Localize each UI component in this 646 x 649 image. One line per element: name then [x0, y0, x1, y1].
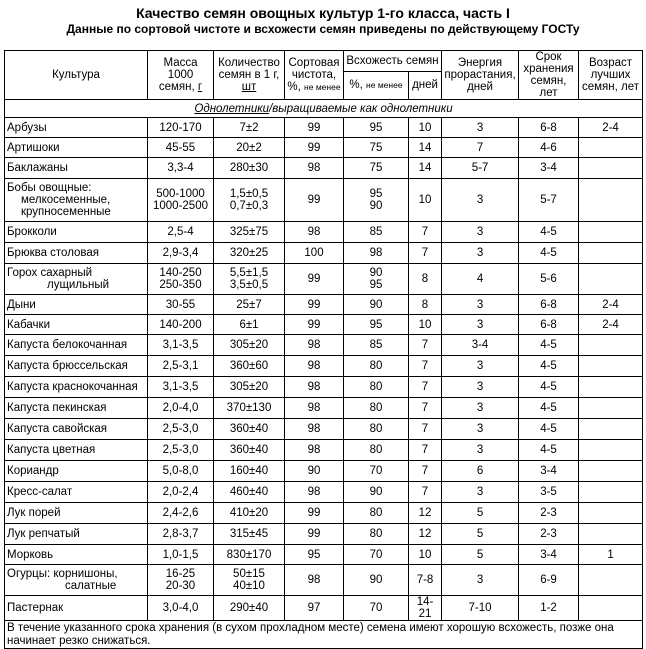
purity-cell: 98: [285, 398, 344, 419]
days-cell: 7: [409, 419, 442, 440]
purity-cell: 99: [285, 315, 344, 335]
energy-cell: 3: [442, 222, 519, 243]
storage-cell: 6-8: [519, 315, 579, 335]
count-cell: 305±20: [214, 377, 285, 398]
purity-cell: 95: [285, 545, 344, 565]
days-cell: 10: [409, 315, 442, 335]
age-cell: [579, 565, 643, 596]
germination-cell: 85: [344, 222, 409, 243]
germination-cell: 85: [344, 335, 409, 356]
section-annuals: Однолетники/выращиваемые как однолетники: [5, 100, 643, 118]
days-cell: 7: [409, 377, 442, 398]
mass-cell: 2,5-3,0: [148, 419, 214, 440]
days-cell: 7: [409, 440, 442, 461]
table-row: [5, 118, 643, 138]
table-row: [5, 264, 643, 295]
storage-cell: 4-5: [519, 335, 579, 356]
storage-cell: 6-8: [519, 295, 579, 315]
table-row: [5, 243, 643, 264]
energy-cell: 3: [442, 377, 519, 398]
mass-cell: 16-25 20-30: [148, 565, 214, 596]
count-cell: 410±20: [214, 503, 285, 524]
header-energy: Энергия прорастания, дней: [442, 51, 519, 100]
purity-cell: 99: [285, 179, 344, 222]
energy-cell: 3: [442, 419, 519, 440]
table-row: [5, 565, 643, 596]
count-cell: 360±40: [214, 440, 285, 461]
days-cell: 7: [409, 461, 442, 482]
germination-cell: 80: [344, 419, 409, 440]
count-cell: 5,5±1,5 3,5±0,5: [214, 264, 285, 295]
mass-cell: 5,0-8,0: [148, 461, 214, 482]
days-cell: 7: [409, 243, 442, 264]
germination-cell: 70: [344, 461, 409, 482]
purity-cell: 98: [285, 158, 344, 179]
purity-cell: 99: [285, 138, 344, 158]
count-cell: 50±15 40±10: [214, 565, 285, 596]
table-row: [5, 179, 643, 222]
days-cell: 14: [409, 158, 442, 179]
energy-cell: 5: [442, 503, 519, 524]
days-cell: 7: [409, 482, 442, 503]
storage-cell: 3-4: [519, 545, 579, 565]
germination-cell: 90: [344, 565, 409, 596]
header-culture: Культура: [5, 51, 148, 100]
germination-cell: 75: [344, 158, 409, 179]
mass-cell: 45-55: [148, 138, 214, 158]
germination-cell: 80: [344, 524, 409, 545]
germination-cell: 90 95: [344, 264, 409, 295]
page-subtitle: Данные по сортовой чистоте и всхожести семян приведены по действующему ГОСТу: [66, 22, 580, 36]
table-row: [5, 222, 643, 243]
mass-cell: 140-250 250-350: [148, 264, 214, 295]
purity-cell: 98: [285, 222, 344, 243]
storage-cell: 4-5: [519, 440, 579, 461]
mass-cell: 3,3-4: [148, 158, 214, 179]
header-germination: Всхожесть семян: [344, 51, 442, 72]
table-row: [5, 377, 643, 398]
storage-cell: 3-4: [519, 461, 579, 482]
storage-cell: 4-5: [519, 419, 579, 440]
mass-cell: 2,8-3,7: [148, 524, 214, 545]
energy-cell: 3: [442, 243, 519, 264]
age-cell: [579, 419, 643, 440]
storage-cell: 6-8: [519, 118, 579, 138]
culture-cell: Горох сахарный лущильный: [5, 264, 148, 295]
age-cell: [579, 264, 643, 295]
mass-cell: 2,5-4: [148, 222, 214, 243]
count-cell: 360±40: [214, 419, 285, 440]
count-cell: 280±30: [214, 158, 285, 179]
purity-cell: 98: [285, 440, 344, 461]
germination-cell: 95: [344, 118, 409, 138]
storage-cell: 2-3: [519, 524, 579, 545]
count-cell: 6±1: [214, 315, 285, 335]
culture-cell: Капуста пекинская: [5, 398, 148, 419]
energy-cell: 3: [442, 565, 519, 596]
germination-cell: 70: [344, 545, 409, 565]
days-cell: 14: [409, 138, 442, 158]
mass-cell: 2,0-4,0: [148, 398, 214, 419]
table-row: [5, 419, 643, 440]
purity-cell: 99: [285, 524, 344, 545]
purity-cell: 98: [285, 419, 344, 440]
storage-cell: 2-3: [519, 503, 579, 524]
age-cell: [579, 138, 643, 158]
age-cell: 2-4: [579, 295, 643, 315]
age-cell: [579, 461, 643, 482]
days-cell: 7: [409, 398, 442, 419]
culture-cell: Лук репчатый: [5, 524, 148, 545]
storage-cell: 1-2: [519, 596, 579, 621]
age-cell: [579, 482, 643, 503]
header-age: Возраст лучших семян, лет: [579, 51, 643, 100]
table-row: [5, 158, 643, 179]
mass-cell: 120-170: [148, 118, 214, 138]
culture-cell: Бобы овощные: мелкосеменные, крупносеменные: [5, 179, 148, 222]
purity-cell: 98: [285, 335, 344, 356]
germination-cell: 80: [344, 356, 409, 377]
culture-cell: Капуста брюссельская: [5, 356, 148, 377]
header-germination-days: дней: [409, 71, 442, 99]
storage-cell: 3-5: [519, 482, 579, 503]
mass-cell: 1,0-1,5: [148, 545, 214, 565]
table-row: [5, 482, 643, 503]
age-cell: [579, 596, 643, 621]
age-cell: [579, 503, 643, 524]
header-mass: Масса 1000 семян, г: [148, 51, 214, 100]
age-cell: [579, 377, 643, 398]
count-cell: 460±40: [214, 482, 285, 503]
germination-cell: 80: [344, 398, 409, 419]
table-row: [5, 503, 643, 524]
culture-cell: Огурцы: корнишоны, салатные: [5, 565, 148, 596]
days-cell: 8: [409, 264, 442, 295]
energy-cell: 3-4: [442, 335, 519, 356]
age-cell: [579, 398, 643, 419]
culture-cell: Морковь: [5, 545, 148, 565]
culture-cell: Брюква столовая: [5, 243, 148, 264]
purity-cell: 99: [285, 503, 344, 524]
culture-cell: Капуста савойская: [5, 419, 148, 440]
days-cell: 7-8: [409, 565, 442, 596]
table-row: [5, 356, 643, 377]
germination-cell: 95: [344, 315, 409, 335]
count-cell: 315±45: [214, 524, 285, 545]
mass-cell: 3,1-3,5: [148, 335, 214, 356]
purity-cell: 90: [285, 461, 344, 482]
energy-cell: 3: [442, 118, 519, 138]
days-cell: 7: [409, 335, 442, 356]
count-cell: 360±60: [214, 356, 285, 377]
purity-cell: 99: [285, 264, 344, 295]
purity-cell: 100: [285, 243, 344, 264]
days-cell: 12: [409, 503, 442, 524]
table-row: [5, 545, 643, 565]
storage-cell: 4-6: [519, 138, 579, 158]
days-cell: 10: [409, 118, 442, 138]
energy-cell: 3: [442, 482, 519, 503]
purity-cell: 99: [285, 295, 344, 315]
culture-cell: Брокколи: [5, 222, 148, 243]
age-cell: 2-4: [579, 315, 643, 335]
germination-cell: 80: [344, 503, 409, 524]
count-cell: 320±25: [214, 243, 285, 264]
culture-cell: Арбузы: [5, 118, 148, 138]
energy-cell: 5: [442, 545, 519, 565]
energy-cell: 5: [442, 524, 519, 545]
storage-cell: 6-9: [519, 565, 579, 596]
seed-quality-table: [4, 50, 643, 649]
energy-cell: 4: [442, 264, 519, 295]
culture-cell: Баклажаны: [5, 158, 148, 179]
days-cell: 14-21: [409, 596, 442, 621]
days-cell: 7: [409, 222, 442, 243]
culture-cell: Капуста цветная: [5, 440, 148, 461]
count-cell: 1,5±0,5 0,7±0,3: [214, 179, 285, 222]
table-row: [5, 461, 643, 482]
table-row: [5, 596, 643, 621]
germination-cell: 80: [344, 377, 409, 398]
storage-cell: 5-6: [519, 264, 579, 295]
days-cell: 7: [409, 356, 442, 377]
days-cell: 8: [409, 295, 442, 315]
mass-cell: 2,5-3,0: [148, 440, 214, 461]
purity-cell: 98: [285, 356, 344, 377]
table-row: [5, 335, 643, 356]
culture-cell: Пастернак: [5, 596, 148, 621]
culture-cell: Кориандр: [5, 461, 148, 482]
count-cell: 305±20: [214, 335, 285, 356]
culture-cell: Кресс-салат: [5, 482, 148, 503]
culture-cell: Дыни: [5, 295, 148, 315]
age-cell: [579, 222, 643, 243]
table-row: [5, 524, 643, 545]
table-row: [5, 315, 643, 335]
purity-cell: 97: [285, 596, 344, 621]
table-row: [5, 398, 643, 419]
age-cell: [579, 356, 643, 377]
mass-cell: 3,1-3,5: [148, 377, 214, 398]
storage-cell: 3-4: [519, 158, 579, 179]
storage-cell: 5-7: [519, 179, 579, 222]
mass-cell: 2,9-3,4: [148, 243, 214, 264]
header-count: Количество семян в 1 г, шт: [214, 51, 285, 100]
age-cell: [579, 440, 643, 461]
culture-cell: Капуста краснокочанная: [5, 377, 148, 398]
storage-cell: 4-5: [519, 377, 579, 398]
storage-cell: 4-5: [519, 243, 579, 264]
germination-cell: 95 90: [344, 179, 409, 222]
storage-cell: 4-5: [519, 356, 579, 377]
table-row: [5, 295, 643, 315]
age-cell: 1: [579, 545, 643, 565]
age-cell: [579, 335, 643, 356]
energy-cell: 3: [442, 440, 519, 461]
energy-cell: 3: [442, 315, 519, 335]
count-cell: 325±75: [214, 222, 285, 243]
age-cell: 2-4: [579, 118, 643, 138]
count-cell: 20±2: [214, 138, 285, 158]
mass-cell: 3,0-4,0: [148, 596, 214, 621]
storage-cell: 4-5: [519, 398, 579, 419]
count-cell: 160±40: [214, 461, 285, 482]
count-cell: 25±7: [214, 295, 285, 315]
page-title: Качество семян овощных культур 1-го класса, часть I: [136, 5, 510, 21]
age-cell: [579, 158, 643, 179]
count-cell: 290±40: [214, 596, 285, 621]
purity-cell: 99: [285, 118, 344, 138]
purity-cell: 98: [285, 565, 344, 596]
days-cell: 12: [409, 524, 442, 545]
energy-cell: 3: [442, 356, 519, 377]
germination-cell: 90: [344, 295, 409, 315]
germination-cell: 98: [344, 243, 409, 264]
count-cell: 830±170: [214, 545, 285, 565]
count-cell: 370±130: [214, 398, 285, 419]
mass-cell: 500-1000 1000-2500: [148, 179, 214, 222]
age-cell: [579, 524, 643, 545]
culture-cell: Лук порей: [5, 503, 148, 524]
germination-cell: 90: [344, 482, 409, 503]
header-storage: Срок хранения семян, лет: [519, 51, 579, 100]
footnote: В течение указанного срока хранения (в сухом прохладном месте) семена имеют хорошую всхожесть, позже она начинает резко снижаться.: [5, 621, 643, 649]
header-purity: Сортовая чистота, %, не менее: [285, 51, 344, 100]
germination-cell: 80: [344, 440, 409, 461]
mass-cell: 140-200: [148, 315, 214, 335]
mass-cell: 2,0-2,4: [148, 482, 214, 503]
age-cell: [579, 243, 643, 264]
table-row: [5, 440, 643, 461]
storage-cell: 4-5: [519, 222, 579, 243]
germination-cell: 70: [344, 596, 409, 621]
days-cell: 10: [409, 179, 442, 222]
energy-cell: 7: [442, 138, 519, 158]
age-cell: [579, 179, 643, 222]
energy-cell: 3: [442, 398, 519, 419]
germination-cell: 75: [344, 138, 409, 158]
energy-cell: 7-10: [442, 596, 519, 621]
purity-cell: 98: [285, 377, 344, 398]
mass-cell: 2,4-2,6: [148, 503, 214, 524]
culture-cell: Кабачки: [5, 315, 148, 335]
energy-cell: 5-7: [442, 158, 519, 179]
mass-cell: 30-55: [148, 295, 214, 315]
energy-cell: 6: [442, 461, 519, 482]
header-germination-percent: %, не менее: [344, 71, 409, 99]
count-cell: 7±2: [214, 118, 285, 138]
energy-cell: 3: [442, 295, 519, 315]
culture-cell: Капуста белокочанная: [5, 335, 148, 356]
purity-cell: 98: [285, 482, 344, 503]
table-row: [5, 138, 643, 158]
energy-cell: 3: [442, 179, 519, 222]
culture-cell: Артишоки: [5, 138, 148, 158]
days-cell: 10: [409, 545, 442, 565]
mass-cell: 2,5-3,1: [148, 356, 214, 377]
